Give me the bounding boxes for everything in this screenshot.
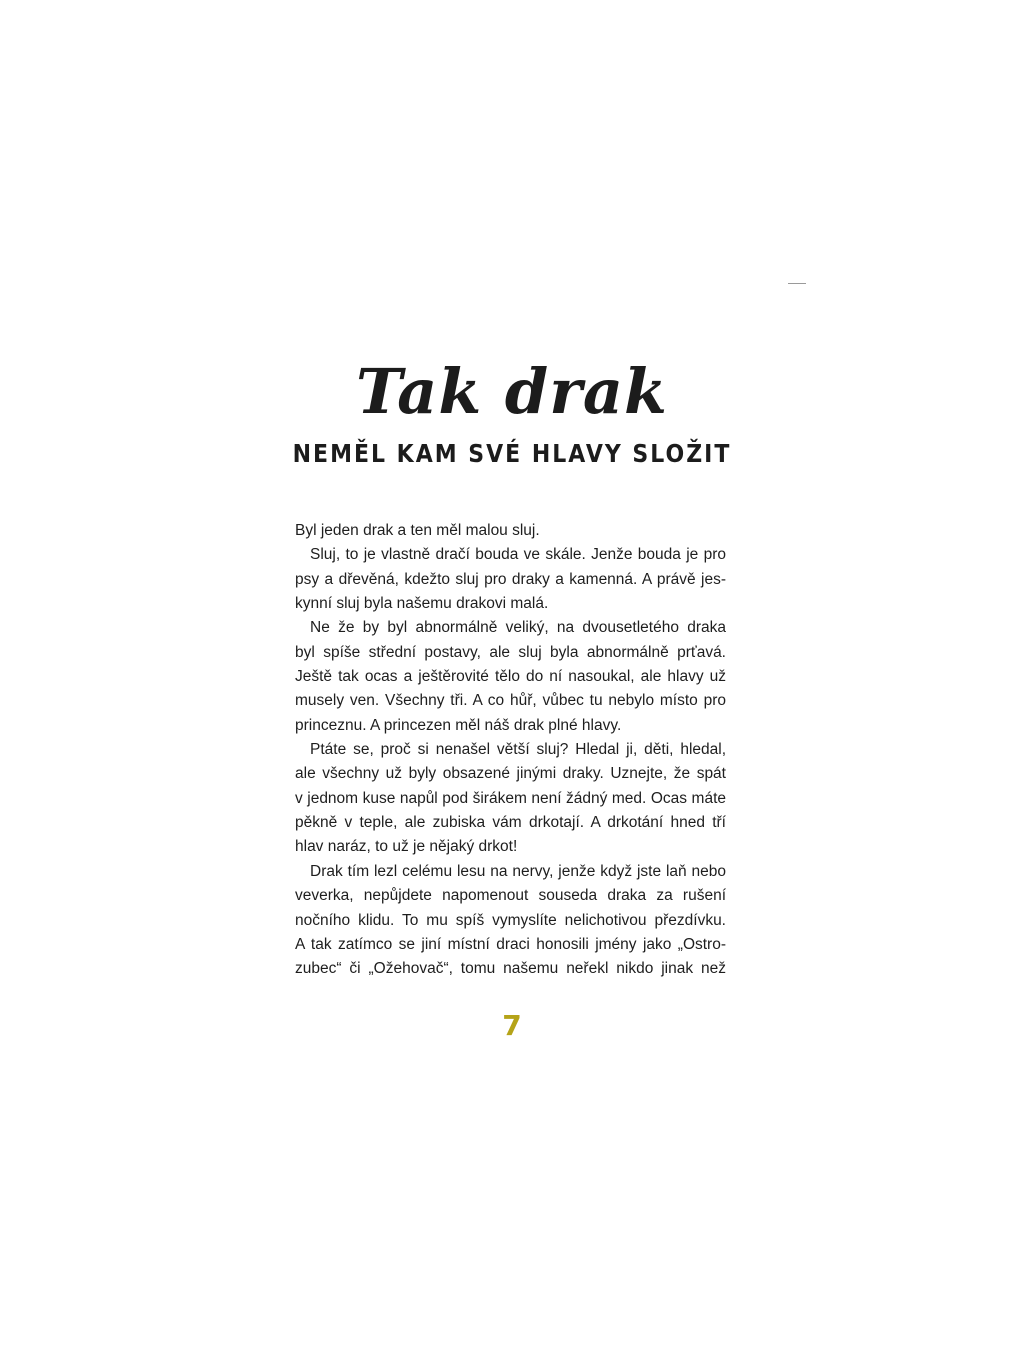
text-line: princeznu. A princezen měl náš drak plné hlavy. bbox=[295, 716, 622, 734]
crop-mark bbox=[788, 283, 806, 284]
text-line: kynní sluj byla našemu drakovi malá. bbox=[295, 595, 549, 613]
text-line: byl spíše střední postavy, ale sluj byla abnormálně prťavá. bbox=[295, 643, 726, 661]
text-line: Sluj, to je vlastně dračí bouda ve skále. Jenže bouda je pro bbox=[310, 546, 726, 564]
text-line: A tak zatímco se jiní místní draci honosili jmény jako „Ostro- bbox=[295, 935, 726, 953]
text-line: pěkně v teple, ale zubiska vám drkotají. A drkotání hned tří bbox=[295, 814, 726, 832]
text-line: musely ven. Všechny tři. A co hůř, vůbec tu nebylo místo pro bbox=[295, 692, 726, 710]
text-line: v jednom kuse napůl pod širákem není žádný med. Ocas máte bbox=[295, 789, 726, 807]
text-line: Drak tím lezl celému lesu na nervy, jenže když jste laň nebo bbox=[310, 862, 726, 880]
body-text bbox=[295, 519, 726, 982]
text-line: veverka, nepůjdete napomenout souseda draka za rušení bbox=[295, 887, 726, 905]
text-line: psy a dřevěná, kdežto sluj pro draky a kamenná. A právě jes- bbox=[295, 570, 726, 588]
text-line: ale všechny už byly obsazené jinými draky. Uznejte, že spát bbox=[295, 765, 726, 783]
chapter-subtitle: NEMĚL KAM SVÉ HLAVY SLOŽIT bbox=[292, 440, 732, 469]
chapter-title: Tak drak bbox=[355, 355, 669, 428]
page-number: 7 bbox=[502, 1009, 522, 1042]
text-line: Ptáte se, proč si nenašel větší sluj? Hledal ji, děti, hledal, bbox=[310, 741, 726, 759]
text-line: hlav naráz, to už je nějaký drkot! bbox=[295, 838, 518, 856]
text-line: Byl jeden drak a ten měl malou sluj. bbox=[295, 522, 540, 539]
text-line: Ne že by byl abnormálně veliký, na dvousetletého draka bbox=[310, 619, 726, 637]
text-line: zubec“ či „Ožehovač“, tomu našemu neřekl nikdo jinak než bbox=[295, 960, 726, 978]
text-line: Ještě tak ocas a ještěrovité tělo do ní nasoukal, ale hlavy už bbox=[295, 668, 726, 686]
text-line: nočního klidu. To mu spíš vymyslíte nelichotivou přezdívku. bbox=[295, 911, 726, 929]
